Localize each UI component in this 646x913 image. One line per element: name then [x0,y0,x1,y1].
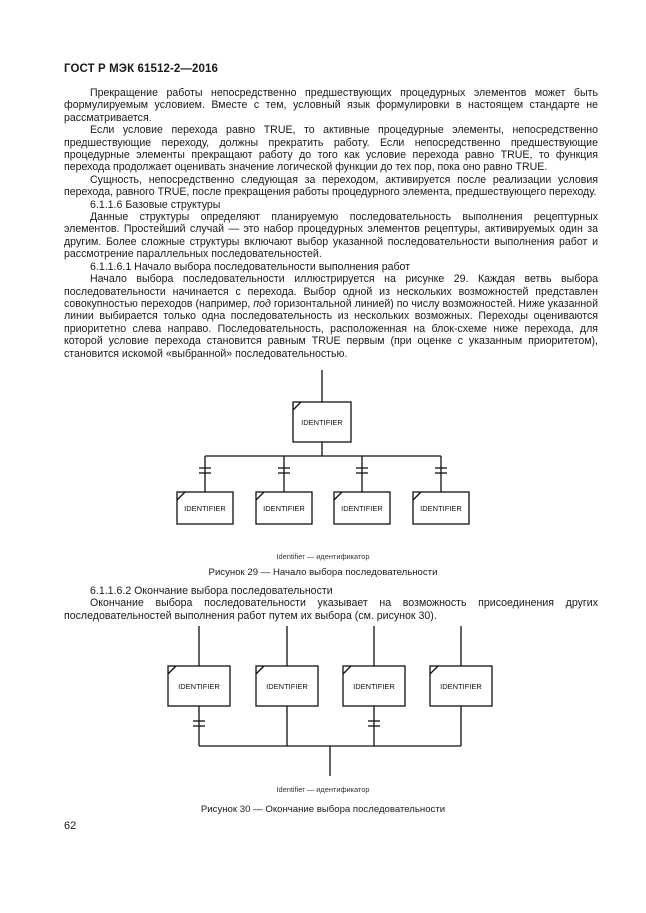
paragraph: Данные структуры определяют планируемую последовательность выполнения рецептурных элементов. Простейший случай — это набор процедурных элементов рецептуры, активируемых один за другим. Более сложные структуры включают выбор указанной последовательности выполнения работ и рассмотрение параллельных последовательностей. [64,211,598,261]
step-label: IDENTIFIER [353,682,395,691]
section-heading-6-1-1-6-2: 6.1.1.6.2 Окончание выбора последовательности [90,585,333,597]
figure-30-legend: Identifier — идентификатор [276,785,370,794]
italic-word: под [253,297,271,310]
body-text-top [64,87,598,360]
step-label: IDENTIFIER [440,682,482,691]
section-heading-6-1-1-6: 6.1.1.6 Базовые структуры [90,198,221,211]
branch-3 [334,456,390,524]
paragraph: Окончание выбора последовательности указывает на возможность присоединения других последовательностей выполнения работ путем их выбора (см. рисунок 30). [64,597,598,622]
branch-2 [256,456,312,524]
figure-29-legend: Identifier — идентификатор [276,552,370,561]
figure-30-diagram [0,626,646,776]
branch-1 [177,456,233,524]
paragraph: Сущность, непосредственно следующая за переходом, активируется после реализации условия перехода, равного TRUE, после прекращения работы процедурного элемента, предшествующего переходу. [64,173,598,199]
step-label: IDENTIFIER [266,682,308,691]
step-label: IDENTIFIER [420,504,462,513]
standard-header: ГОСТ Р МЭК 61512-2—2016 [64,63,218,75]
page-number: 62 [64,820,77,832]
paragraph: Если условие перехода равно TRUE, то активные процедурные элементы, непосредственно предшествующие переходу, должны прекратить работу. Если непосредственно предшествующие процедурные элементы прекращают работу до того как условие перехода равно TRUE, то функция перехода продолжает оценивать значение логической функции до тех пор, пока оно равно TRUE. [64,124,598,174]
branch-4 [413,456,469,524]
figure-30-caption: Рисунок 30 — Окончание выбора последовательности [200,804,446,815]
figure-29-caption: Рисунок 29 — Начало выбора последовательности [208,567,438,578]
section-heading-6-1-1-6-1: 6.1.1.6.1 Начало выбора последовательности выполнения работ [90,260,411,273]
step-label: IDENTIFIER [263,504,305,513]
step-label: IDENTIFIER [301,418,343,427]
figure-29-diagram [0,370,646,540]
paragraph-text: горизонтальной линией) по числу возможностей. Ниже указанной линии выбирается только одна последовательность из нескольких возможных. Переходы оцениваются приоритетно слева направо. Последовательность, расположенная на блок-схеме ниже перехода, для которой условие перехода становится равным TRUE первым (при оценке с указанным приоритетом), становится искомой «выбранной» последовательностью. [64,297,598,360]
body-text-mid [64,585,598,622]
step-label: IDENTIFIER [341,504,383,513]
paragraph-fig29-reference [64,273,598,360]
step-label: IDENTIFIER [178,682,220,691]
step-label: IDENTIFIER [184,504,226,513]
paragraph: Прекращение работы непосредственно предшествующих процедурных элементов может быть формулируемым условием. Вместе с тем, условный язык формулировки в настоящем стандарте не рассматривается. [64,87,598,124]
paragraph-text: Начало выбора последовательности иллюстрируется на рисунке 29. Каждая ветвь выбора последовательности начинается с перехода. Выбор одной из нескольких возможностей представлен совокупностью переходов (например, [64,273,598,310]
